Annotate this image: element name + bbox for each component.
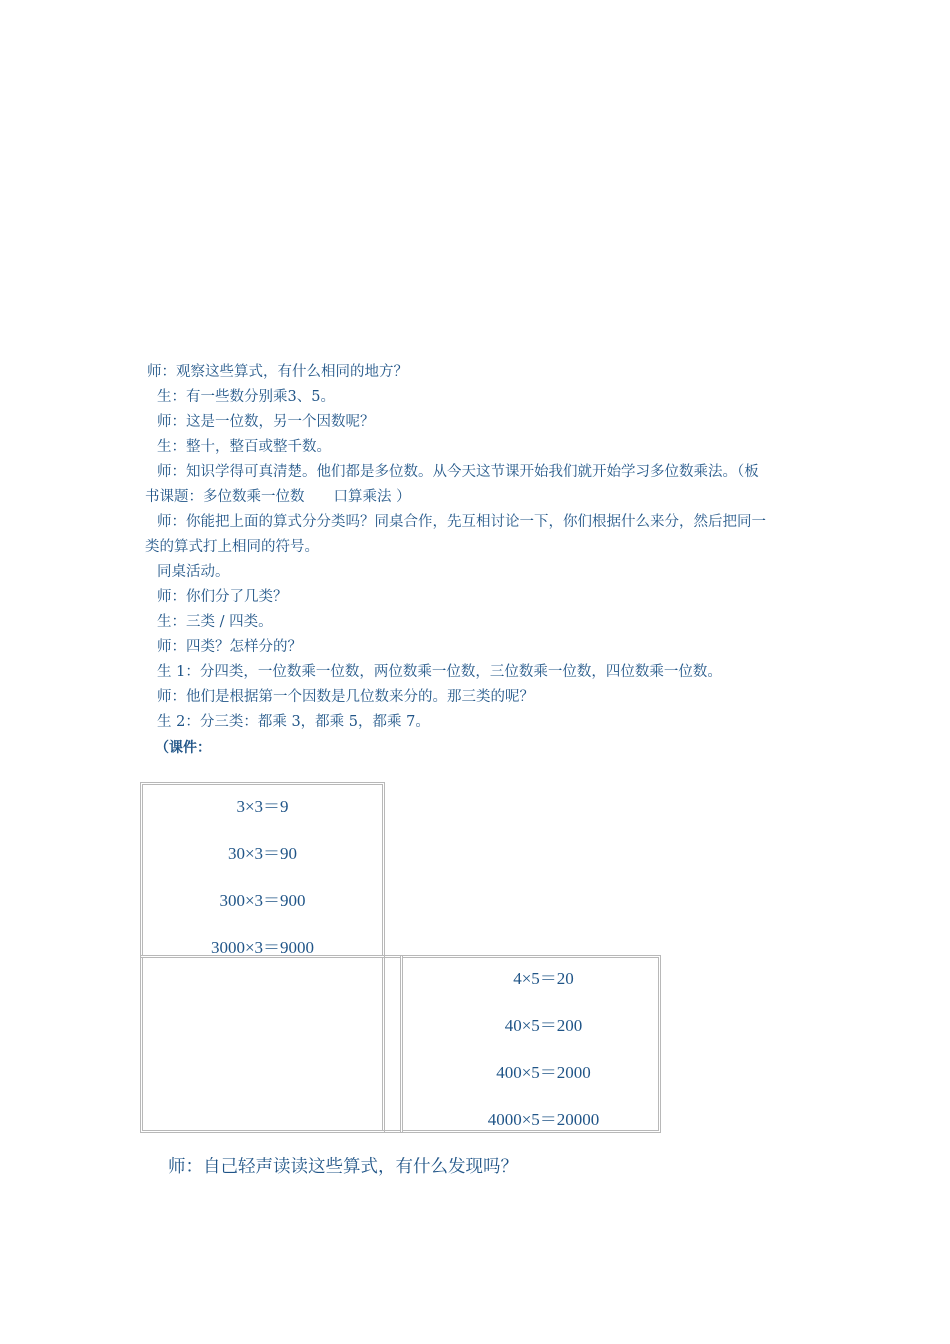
paragraph: 类的算式打上相同的符号。: [145, 539, 319, 555]
equation: 3000×3＝9000: [210, 938, 315, 957]
paragraph: 书课题：多位数乘一位数 口算乘法 ）: [145, 489, 411, 505]
paragraph: 同桌活动。: [157, 564, 230, 580]
paragraph: 生 1：分四类，一位数乘一位数，两位数乘一位数，三位数乘一位数，四位数乘一位数。: [157, 664, 722, 680]
equation-box-left-bottom: [140, 955, 385, 1133]
equation: 4000×5＝20000: [487, 1110, 600, 1129]
courseware-label: （课件：: [155, 740, 211, 756]
paragraph: 师：观察这些算式，有什么相同的地方？: [147, 364, 408, 380]
paragraph: 师：他们是根据第一个因数是几位数来分的。那三类的呢？: [157, 689, 534, 705]
paragraph: 师：你能把上面的算式分分类吗？同桌合作，先互相讨论一下，你们根据什么来分，然后把同一: [157, 514, 766, 530]
paragraph: 师：这是一位数，另一个因数呢？: [157, 414, 375, 430]
paragraph: 生：整十，整百或整千数。: [157, 439, 331, 455]
equation: 4×5＝20: [513, 969, 574, 988]
equation: 400×5＝2000: [496, 1063, 591, 1082]
paragraph: 师：知识学得可真清楚。他们都是多位数。从今天这节课开始我们就开始学习多位数乘法。（板: [157, 464, 759, 480]
paragraph: 师：你们分了几类？: [157, 589, 288, 605]
closing-question: 师：自己轻声读读这些算式，有什么发现吗？: [168, 1157, 518, 1177]
equation-box-left-top: [140, 782, 385, 958]
equation: 30×3＝90: [227, 844, 298, 863]
paragraph: 生 2：分三类：都乘 3，都乘 5，都乘 7。: [157, 714, 430, 730]
equation: 3×3＝9: [236, 797, 289, 816]
equation-box-right: [400, 955, 661, 1133]
paragraph: 生：有一些数分别乘3、5。: [157, 389, 335, 405]
equation: 300×3＝900: [219, 891, 306, 910]
paragraph: 生：三类 / 四类。: [157, 614, 273, 630]
equation: 40×5＝200: [504, 1016, 583, 1035]
paragraph: 师：四类？怎样分的？: [157, 639, 302, 655]
